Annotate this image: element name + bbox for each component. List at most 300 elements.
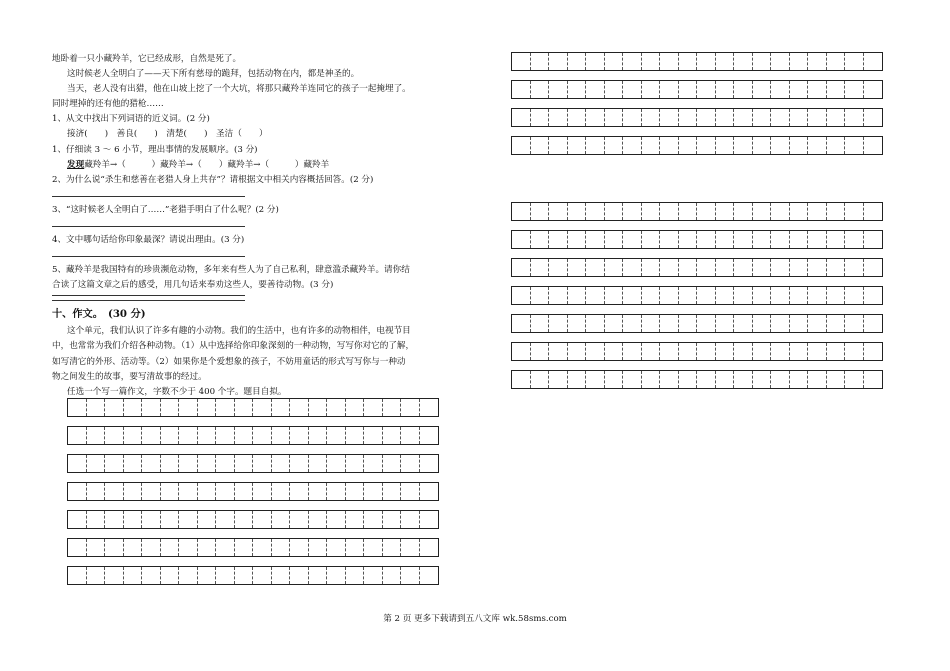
writing-grid-cell[interactable] [512,81,531,98]
writing-grid-cell[interactable] [827,203,846,220]
writing-grid-cell[interactable] [753,343,772,360]
writing-grid-cell[interactable] [808,287,827,304]
writing-grid-cell[interactable] [827,231,846,248]
writing-grid-cell[interactable] [697,109,716,126]
writing-grid-cell[interactable] [845,137,864,154]
writing-grid-cell[interactable] [605,137,624,154]
writing-grid-cell[interactable] [364,539,383,556]
writing-grid-cell[interactable] [697,287,716,304]
writing-grid-cell[interactable] [827,343,846,360]
writing-grid-cell[interactable] [771,259,790,276]
writing-grid-cell[interactable] [531,259,550,276]
writing-grid-cell[interactable] [272,455,291,472]
writing-grid-cell[interactable] [216,567,235,584]
writing-grid-cell[interactable] [235,483,254,500]
writing-grid-cell[interactable] [679,371,698,388]
writing-grid-cell[interactable] [364,511,383,528]
writing-grid-cell[interactable] [808,137,827,154]
writing-grid-cell[interactable] [623,343,642,360]
writing-grid-row[interactable] [67,398,439,417]
writing-grid-cell[interactable] [327,539,346,556]
writing-grid-cell[interactable] [660,231,679,248]
writing-grid-cell[interactable] [272,511,291,528]
writing-grid-cell[interactable] [253,511,272,528]
writing-grid-cell[interactable] [198,567,217,584]
writing-grid-cell[interactable] [642,53,661,70]
writing-grid-cell[interactable] [716,203,735,220]
writing-grid-cell[interactable] [623,315,642,332]
writing-grid-cell[interactable] [605,371,624,388]
writing-grid-cell[interactable] [790,343,809,360]
writing-grid-cell[interactable] [364,455,383,472]
writing-grid-cell[interactable] [845,81,864,98]
writing-grid-cell[interactable] [87,399,106,416]
writing-grid-cell[interactable] [364,427,383,444]
writing-grid-cell[interactable] [716,137,735,154]
writing-grid-cell[interactable] [512,53,531,70]
writing-grid-cell[interactable] [327,399,346,416]
writing-grid-cell[interactable] [790,231,809,248]
writing-grid-cell[interactable] [586,81,605,98]
writing-grid-cell[interactable] [549,109,568,126]
writing-grid-cell[interactable] [383,567,402,584]
writing-grid-cell[interactable] [290,399,309,416]
writing-grid-cell[interactable] [864,137,883,154]
writing-grid-row[interactable] [67,566,439,585]
writing-grid-cell[interactable] [568,203,587,220]
writing-grid-cell[interactable] [660,53,679,70]
writing-grid-cell[interactable] [346,483,365,500]
writing-grid-cell[interactable] [734,203,753,220]
writing-grid-cell[interactable] [605,203,624,220]
writing-grid-cell[interactable] [87,483,106,500]
writing-grid-cell[interactable] [753,259,772,276]
writing-grid-cell[interactable] [734,231,753,248]
writing-grid-cell[interactable] [623,109,642,126]
writing-grid-cell[interactable] [697,81,716,98]
answer-line[interactable] [52,300,245,301]
writing-grid-cell[interactable] [68,539,87,556]
writing-grid-cell[interactable] [383,455,402,472]
writing-grid-cell[interactable] [346,539,365,556]
writing-grid-cell[interactable] [272,567,291,584]
writing-grid-cell[interactable] [808,259,827,276]
writing-grid-cell[interactable] [697,137,716,154]
writing-grid-cell[interactable] [790,287,809,304]
answer-line[interactable] [52,196,245,197]
writing-grid-cell[interactable] [105,427,124,444]
writing-grid-cell[interactable] [198,455,217,472]
writing-grid-cell[interactable] [272,427,291,444]
writing-grid-cell[interactable] [716,315,735,332]
writing-grid-cell[interactable] [753,287,772,304]
writing-grid-cell[interactable] [845,259,864,276]
writing-grid-cell[interactable] [623,259,642,276]
writing-grid-cell[interactable] [198,483,217,500]
writing-grid-cell[interactable] [401,483,420,500]
writing-grid-cell[interactable] [771,203,790,220]
writing-grid-cell[interactable] [235,399,254,416]
writing-grid-cell[interactable] [586,231,605,248]
writing-grid-cell[interactable] [290,539,309,556]
writing-grid-cell[interactable] [68,399,87,416]
writing-grid-cell[interactable] [309,567,328,584]
writing-grid-cell[interactable] [327,567,346,584]
writing-grid-cell[interactable] [642,371,661,388]
writing-grid-cell[interactable] [734,137,753,154]
writing-grid-cell[interactable] [586,259,605,276]
writing-grid-cell[interactable] [642,109,661,126]
writing-grid-cell[interactable] [235,539,254,556]
writing-grid-cell[interactable] [68,483,87,500]
writing-grid-cell[interactable] [235,427,254,444]
writing-grid-cell[interactable] [253,539,272,556]
writing-grid-cell[interactable] [827,137,846,154]
writing-grid-cell[interactable] [327,483,346,500]
writing-grid-cell[interactable] [623,287,642,304]
writing-grid-cell[interactable] [845,287,864,304]
writing-grid-cell[interactable] [531,287,550,304]
writing-grid-cell[interactable] [105,567,124,584]
writing-grid-cell[interactable] [660,203,679,220]
writing-grid-cell[interactable] [549,259,568,276]
writing-grid-cell[interactable] [549,81,568,98]
writing-grid-cell[interactable] [549,137,568,154]
writing-grid-cell[interactable] [309,539,328,556]
writing-grid-cell[interactable] [364,483,383,500]
writing-grid-cell[interactable] [734,109,753,126]
writing-grid-cell[interactable] [383,511,402,528]
writing-grid-cell[interactable] [790,203,809,220]
writing-grid-cell[interactable] [124,455,143,472]
writing-grid-cell[interactable] [512,109,531,126]
writing-grid-cell[interactable] [142,427,161,444]
writing-grid-cell[interactable] [845,53,864,70]
writing-grid-cell[interactable] [771,53,790,70]
writing-grid-cell[interactable] [272,539,291,556]
writing-grid-row[interactable] [511,258,883,277]
writing-grid-cell[interactable] [420,483,439,500]
writing-grid-cell[interactable] [734,315,753,332]
writing-grid-cell[interactable] [401,539,420,556]
writing-grid-cell[interactable] [531,231,550,248]
answer-line[interactable] [52,226,245,227]
writing-grid-cell[interactable] [642,315,661,332]
writing-grid-cell[interactable] [290,567,309,584]
writing-grid-cell[interactable] [716,371,735,388]
writing-grid-cell[interactable] [105,399,124,416]
writing-grid-cell[interactable] [346,455,365,472]
writing-grid-cell[interactable] [142,483,161,500]
writing-grid-cell[interactable] [401,455,420,472]
writing-grid-cell[interactable] [290,427,309,444]
writing-grid-cell[interactable] [216,483,235,500]
writing-grid-cell[interactable] [531,53,550,70]
writing-grid-cell[interactable] [161,567,180,584]
writing-grid-cell[interactable] [827,371,846,388]
writing-grid-cell[interactable] [716,109,735,126]
writing-grid-cell[interactable] [845,109,864,126]
writing-grid-cell[interactable] [198,399,217,416]
writing-grid-cell[interactable] [808,371,827,388]
writing-grid-cell[interactable] [864,203,883,220]
writing-grid-cell[interactable] [808,109,827,126]
writing-grid-cell[interactable] [864,231,883,248]
writing-grid-cell[interactable] [753,81,772,98]
writing-grid-cell[interactable] [401,511,420,528]
writing-grid-cell[interactable] [864,343,883,360]
writing-grid-row[interactable] [511,52,883,71]
writing-grid-row[interactable] [511,136,883,155]
writing-grid-cell[interactable] [623,137,642,154]
writing-grid-cell[interactable] [290,455,309,472]
writing-grid-cell[interactable] [586,315,605,332]
writing-grid-cell[interactable] [771,109,790,126]
writing-grid-cell[interactable] [198,539,217,556]
writing-grid-cell[interactable] [420,399,439,416]
writing-grid-cell[interactable] [401,399,420,416]
writing-grid-cell[interactable] [660,109,679,126]
answer-line[interactable] [52,256,245,257]
writing-grid-cell[interactable] [179,399,198,416]
writing-grid-cell[interactable] [549,53,568,70]
writing-grid-cell[interactable] [605,287,624,304]
writing-grid-cell[interactable] [420,511,439,528]
writing-grid-cell[interactable] [716,53,735,70]
writing-grid-cell[interactable] [216,539,235,556]
writing-grid-cell[interactable] [642,203,661,220]
writing-grid-cell[interactable] [753,315,772,332]
writing-grid-row[interactable] [511,314,883,333]
writing-grid-cell[interactable] [679,137,698,154]
writing-grid-row[interactable] [511,286,883,305]
writing-grid-row[interactable] [511,342,883,361]
writing-grid-cell[interactable] [401,427,420,444]
writing-grid-cell[interactable] [790,371,809,388]
writing-grid-cell[interactable] [124,427,143,444]
writing-grid-cell[interactable] [290,483,309,500]
writing-grid-cell[interactable] [198,427,217,444]
writing-grid-cell[interactable] [679,287,698,304]
writing-grid-row[interactable] [67,454,439,473]
writing-grid-cell[interactable] [309,511,328,528]
writing-grid-cell[interactable] [179,567,198,584]
writing-grid-cell[interactable] [142,455,161,472]
writing-grid-cell[interactable] [605,315,624,332]
writing-grid-cell[interactable] [161,483,180,500]
writing-grid-cell[interactable] [605,53,624,70]
writing-grid-cell[interactable] [642,259,661,276]
writing-grid-cell[interactable] [716,231,735,248]
writing-grid-cell[interactable] [716,343,735,360]
writing-grid-row[interactable] [67,482,439,501]
writing-grid-cell[interactable] [531,203,550,220]
writing-grid-cell[interactable] [679,109,698,126]
writing-grid-cell[interactable] [827,109,846,126]
writing-grid-cell[interactable] [568,137,587,154]
writing-grid-cell[interactable] [253,455,272,472]
writing-grid-cell[interactable] [327,511,346,528]
writing-grid-cell[interactable] [790,315,809,332]
writing-grid-cell[interactable] [864,259,883,276]
writing-grid-cell[interactable] [771,287,790,304]
writing-grid-cell[interactable] [568,371,587,388]
writing-grid-cell[interactable] [364,399,383,416]
writing-grid-cell[interactable] [531,109,550,126]
writing-grid-cell[interactable] [679,81,698,98]
writing-grid-cell[interactable] [753,109,772,126]
writing-grid-cell[interactable] [642,137,661,154]
writing-grid-cell[interactable] [642,343,661,360]
writing-grid-cell[interactable] [808,81,827,98]
writing-grid-cell[interactable] [216,427,235,444]
writing-grid-cell[interactable] [309,399,328,416]
writing-grid-cell[interactable] [531,81,550,98]
writing-grid-cell[interactable] [827,287,846,304]
writing-grid-cell[interactable] [142,567,161,584]
writing-grid-cell[interactable] [605,259,624,276]
writing-grid-row[interactable] [511,108,883,127]
writing-grid-cell[interactable] [753,371,772,388]
writing-grid-cell[interactable] [605,81,624,98]
writing-grid-cell[interactable] [808,315,827,332]
writing-grid-cell[interactable] [586,137,605,154]
writing-grid-cell[interactable] [105,511,124,528]
writing-grid-cell[interactable] [309,427,328,444]
writing-grid-cell[interactable] [586,287,605,304]
writing-grid-cell[interactable] [568,109,587,126]
writing-grid-cell[interactable] [734,371,753,388]
writing-grid-cell[interactable] [679,203,698,220]
writing-grid-cell[interactable] [105,539,124,556]
writing-grid-cell[interactable] [660,137,679,154]
writing-grid-cell[interactable] [512,343,531,360]
writing-grid-cell[interactable] [660,343,679,360]
writing-grid-cell[interactable] [697,259,716,276]
writing-grid-cell[interactable] [716,81,735,98]
writing-grid-cell[interactable] [512,259,531,276]
writing-grid-cell[interactable] [401,567,420,584]
writing-grid-cell[interactable] [716,287,735,304]
writing-grid-cell[interactable] [420,567,439,584]
writing-grid-cell[interactable] [383,427,402,444]
writing-grid-cell[interactable] [568,81,587,98]
writing-grid-cell[interactable] [660,371,679,388]
writing-grid-cell[interactable] [124,399,143,416]
writing-grid-row[interactable] [511,80,883,99]
writing-grid-cell[interactable] [623,81,642,98]
writing-grid-cell[interactable] [568,231,587,248]
writing-grid-cell[interactable] [586,343,605,360]
writing-grid-cell[interactable] [568,343,587,360]
writing-grid-cell[interactable] [864,371,883,388]
writing-grid-cell[interactable] [808,343,827,360]
writing-grid-cell[interactable] [161,539,180,556]
writing-grid-cell[interactable] [531,343,550,360]
writing-grid-cell[interactable] [808,203,827,220]
writing-grid-cell[interactable] [346,567,365,584]
writing-grid-cell[interactable] [697,53,716,70]
writing-grid-cell[interactable] [771,231,790,248]
writing-grid-cell[interactable] [697,371,716,388]
writing-grid-cell[interactable] [660,315,679,332]
writing-grid-cell[interactable] [179,455,198,472]
writing-grid-cell[interactable] [734,81,753,98]
writing-grid-cell[interactable] [216,455,235,472]
writing-grid-cell[interactable] [790,109,809,126]
writing-grid-cell[interactable] [549,343,568,360]
writing-grid-cell[interactable] [753,53,772,70]
writing-grid-cell[interactable] [845,231,864,248]
writing-grid-cell[interactable] [512,371,531,388]
writing-grid-cell[interactable] [253,427,272,444]
writing-grid-cell[interactable] [235,567,254,584]
writing-grid-cell[interactable] [586,371,605,388]
writing-grid-cell[interactable] [864,53,883,70]
writing-grid-cell[interactable] [235,455,254,472]
writing-grid-cell[interactable] [68,511,87,528]
writing-grid-cell[interactable] [272,483,291,500]
writing-grid-cell[interactable] [327,455,346,472]
writing-grid-cell[interactable] [679,343,698,360]
writing-grid-cell[interactable] [216,399,235,416]
writing-grid-cell[interactable] [845,343,864,360]
writing-grid-cell[interactable] [512,287,531,304]
writing-grid-cell[interactable] [605,109,624,126]
writing-grid-cell[interactable] [790,53,809,70]
writing-grid-cell[interactable] [660,81,679,98]
writing-grid-cell[interactable] [771,315,790,332]
writing-grid-cell[interactable] [753,231,772,248]
writing-grid-cell[interactable] [586,53,605,70]
writing-grid-cell[interactable] [253,567,272,584]
writing-grid-cell[interactable] [179,483,198,500]
writing-grid-cell[interactable] [309,455,328,472]
writing-grid-cell[interactable] [161,427,180,444]
writing-grid-cell[interactable] [87,427,106,444]
writing-grid-cell[interactable] [124,539,143,556]
writing-grid-cell[interactable] [512,315,531,332]
writing-grid-cell[interactable] [531,315,550,332]
writing-grid-cell[interactable] [753,203,772,220]
writing-grid-cell[interactable] [660,287,679,304]
writing-grid-cell[interactable] [771,81,790,98]
writing-grid-cell[interactable] [87,511,106,528]
writing-grid-cell[interactable] [697,203,716,220]
writing-grid-cell[interactable] [512,137,531,154]
writing-grid-cell[interactable] [420,455,439,472]
writing-grid-cell[interactable] [142,399,161,416]
writing-grid-cell[interactable] [179,427,198,444]
writing-grid-cell[interactable] [845,203,864,220]
writing-grid-row[interactable] [67,538,439,557]
writing-grid-cell[interactable] [679,231,698,248]
writing-grid-cell[interactable] [179,511,198,528]
writing-grid-cell[interactable] [586,203,605,220]
writing-grid-cell[interactable] [568,53,587,70]
writing-grid-cell[interactable] [679,53,698,70]
writing-grid-cell[interactable] [734,287,753,304]
writing-grid-row[interactable] [511,370,883,389]
writing-grid-cell[interactable] [346,399,365,416]
writing-grid-cell[interactable] [549,315,568,332]
writing-grid-cell[interactable] [253,483,272,500]
writing-grid-cell[interactable] [142,539,161,556]
writing-grid-cell[interactable] [272,399,291,416]
writing-grid-cell[interactable] [512,231,531,248]
writing-grid-cell[interactable] [161,399,180,416]
writing-grid-cell[interactable] [697,231,716,248]
